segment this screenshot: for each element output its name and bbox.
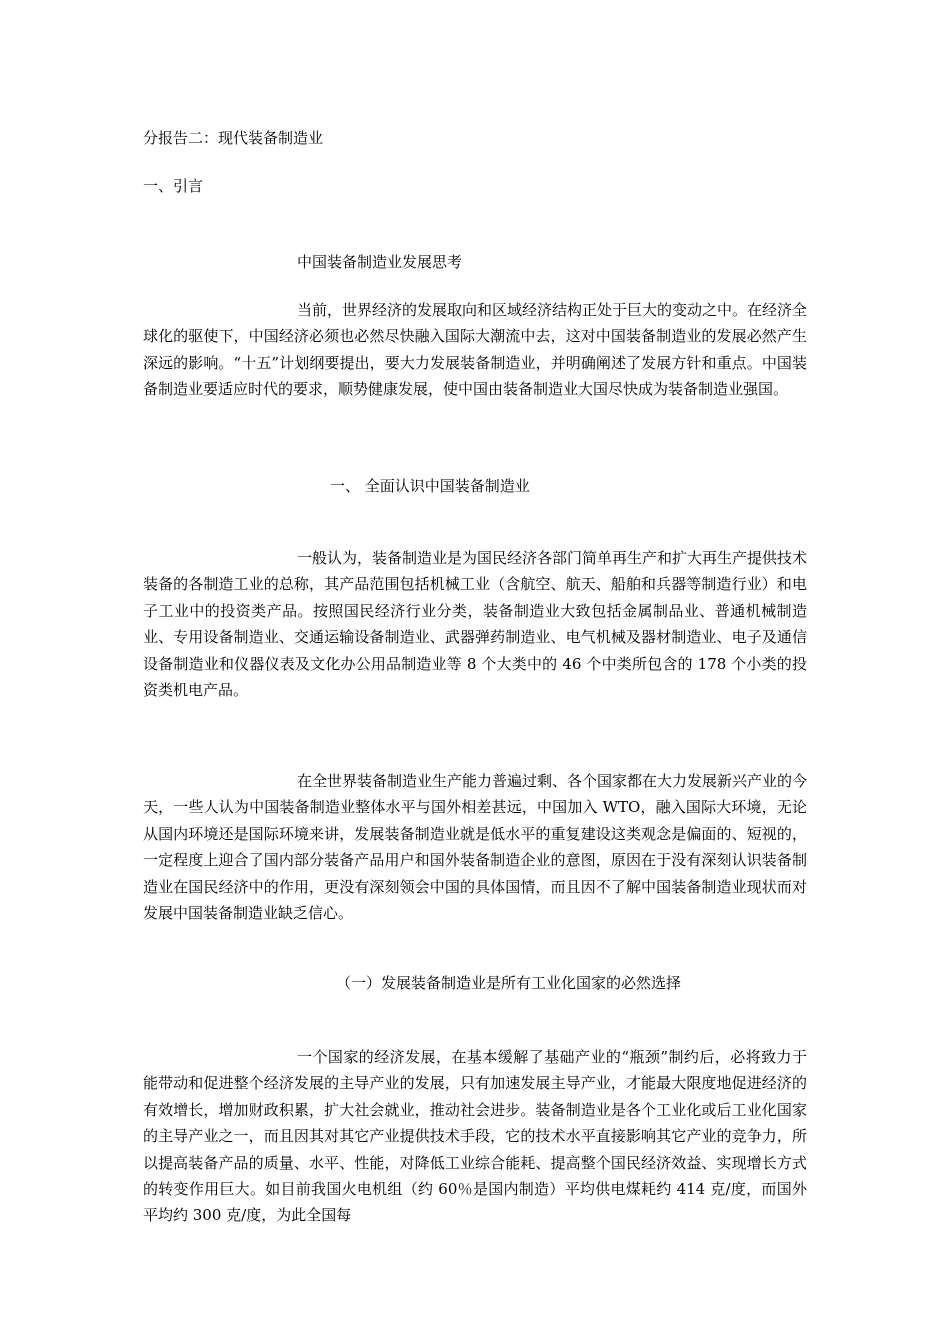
intro-heading: 一、引言 bbox=[143, 177, 204, 195]
subsection-1-heading: （一）发展装备制造业是所有工业化国家的必然选择 bbox=[336, 974, 682, 992]
paragraph-1: 当前，世界经济的发展取向和区域经济结构正处于巨大的变动之中。在经济全球化的驱使下，中国经济必须也必然尽快融入国际大潮流中去，这对中国装备制造业的发展必然产生深远的影响。“十五”计划纲要提出，要大力发展装备制造业，并明确阐述了发展方针和重点。中国装备制造业要适应时代的要求，顺势健康发展，使中国由装备制造业大国尽快成为装备制造业强国。 bbox=[143, 301, 808, 399]
section-1-heading: 一、 全面认识中国装备制造业 bbox=[330, 477, 530, 495]
paragraph-2: 一般认为，装备制造业是为国民经济各部门简单再生产和扩大再生产提供技术装备的各制造工业的总称，其产品范围包括机械工业（含航空、航天、船舶和兵器等制造行业）和电子工业中的投资类产品。按照国民经济行业分类，装备制造业大致包括金属制品业、普通机械制造业、专用设备制造业、交通运输设备制造业、武器弹药制造业、电气机械及器材制造业、电子及通信设备制造业和仪器仪表及文化办公用品制造业等 8 个大类中的 46 个中类所包含的 178 个小类的投资类机电产品。 bbox=[143, 549, 808, 700]
report-title: 分报告二：现代装备制造业 bbox=[143, 129, 324, 147]
article-title: 中国装备制造业发展思考 bbox=[297, 253, 463, 271]
paragraph-3: 在全世界装备制造业生产能力普遍过剩、各个国家都在大力发展新兴产业的今天，一些人认为中国装备制造业整体水平与国外相差甚远，中国加入 WTO，融入国际大环境，无论从国内环境还是国际环境来讲，发展装备制造业就是低水平的重复建设这类观念是偏面的、短视的，一定程度上迎合了国内部分装备产品用户和国外装备制造企业的意图，原因在于没有深刻认识装备制造业在国民经济中的作用，更没有深刻领会中国的具体国情，而且因不了解中国装备制造业现状而对发展中国装备制造业缺乏信心。 bbox=[143, 772, 808, 923]
paragraph-4: 一个国家的经济发展，在基本缓解了基础产业的“瓶颈”制约后，必将致力于能带动和促进整个经济发展的主导产业的发展，只有加速发展主导产业，才能最大限度地促进经济的有效增长，增加财政积累，扩大社会就业，推动社会进步。装备制造业是各个工业化或后工业化国家的主导产业之一，而且因其对其它产业提供技术手段，它的技术水平直接影响其它产业的竞争力，所以提高装备产品的质量、水平、性能，对降低工业综合能耗、提高整个国民经济效益、实现增长方式的转变作用巨大。如目前我国火电机组（约 60％是国内制造）平均供电煤耗约 414 克/度，而国外平均约 300 克/度，为此全国每 bbox=[143, 1048, 807, 1225]
